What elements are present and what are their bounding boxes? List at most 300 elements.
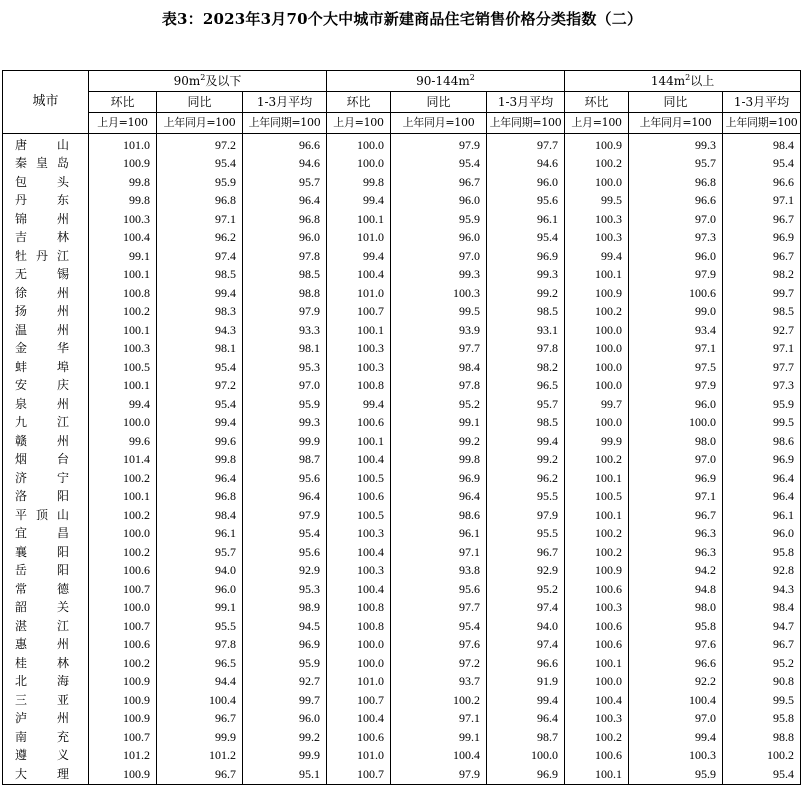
- index-value: 98.4: [723, 599, 801, 618]
- index-value: 96.8: [157, 488, 243, 507]
- index-value: 96.6: [243, 134, 327, 155]
- table-row: [3, 340, 801, 359]
- index-value: 100.9: [565, 562, 629, 581]
- index-value: 101.0: [327, 747, 391, 766]
- index-value: 92.9: [487, 562, 565, 581]
- index-value: 97.1: [391, 543, 487, 562]
- base-header: 上年同月=100: [629, 113, 723, 134]
- index-value: 100.0: [327, 654, 391, 673]
- city-name: [3, 451, 89, 470]
- city-name: [3, 617, 89, 636]
- index-value: 100.6: [327, 728, 391, 747]
- index-value: 100.8: [89, 284, 157, 303]
- index-value: 99.5: [723, 414, 801, 433]
- index-value: 97.4: [487, 636, 565, 655]
- sub-header: 同比: [629, 92, 723, 113]
- index-value: 100.1: [565, 469, 629, 488]
- index-value: 99.4: [565, 247, 629, 266]
- table-row: [3, 543, 801, 562]
- index-value: 101.4: [89, 451, 157, 470]
- index-value: 100.0: [565, 340, 629, 359]
- index-value: 100.5: [89, 358, 157, 377]
- city-name-text: 烟 台: [15, 452, 69, 467]
- index-value: 95.4: [723, 765, 801, 784]
- index-value: 94.6: [243, 155, 327, 174]
- index-value: 100.2: [565, 728, 629, 747]
- city-name: [3, 525, 89, 544]
- index-value: 100.2: [565, 525, 629, 544]
- city-name: [3, 543, 89, 562]
- city-name-text: 三 亚: [15, 692, 69, 707]
- city-name: [3, 284, 89, 303]
- index-value: 98.5: [723, 303, 801, 322]
- index-value: 96.0: [243, 229, 327, 248]
- index-value: 95.4: [391, 155, 487, 174]
- index-value: 100.4: [327, 710, 391, 729]
- city-name: [3, 728, 89, 747]
- index-value: 97.8: [243, 247, 327, 266]
- index-value: 100.3: [327, 358, 391, 377]
- city-name: [3, 377, 89, 396]
- index-value: 99.2: [391, 432, 487, 451]
- table-row: [3, 247, 801, 266]
- city-name-text: 九 江: [15, 415, 69, 430]
- index-value: 95.6: [391, 580, 487, 599]
- index-value: 94.5: [243, 617, 327, 636]
- city-name-text: 锦 州: [15, 211, 69, 226]
- index-value: 99.5: [723, 691, 801, 710]
- base-header: 上月=100: [327, 113, 391, 134]
- table-row: [3, 506, 801, 525]
- index-value: 100.6: [89, 562, 157, 581]
- index-value: 93.4: [629, 321, 723, 340]
- index-value: 96.0: [629, 247, 723, 266]
- index-value: 99.5: [391, 303, 487, 322]
- index-value: 97.2: [157, 377, 243, 396]
- index-value: 96.8: [157, 192, 243, 211]
- index-value: 98.3: [157, 303, 243, 322]
- table-row: [3, 617, 801, 636]
- index-value: 97.0: [629, 710, 723, 729]
- index-value: 98.2: [723, 266, 801, 285]
- index-value: 93.9: [391, 321, 487, 340]
- index-value: 101.2: [157, 747, 243, 766]
- index-value: 90.8: [723, 673, 801, 692]
- index-value: 99.4: [89, 395, 157, 414]
- group-header-small: $90m^2$及以下: [89, 71, 327, 92]
- index-value: 100.0: [565, 173, 629, 192]
- index-value: 96.3: [629, 543, 723, 562]
- city-name-text: 蚌 埠: [15, 359, 69, 374]
- index-value: 100.2: [89, 654, 157, 673]
- city-name-text: 北 海: [15, 674, 69, 689]
- index-value: 99.7: [565, 395, 629, 414]
- index-value: 95.8: [629, 617, 723, 636]
- index-value: 100.6: [565, 747, 629, 766]
- index-value: 99.1: [89, 247, 157, 266]
- city-name-text: 大 理: [15, 766, 69, 781]
- city-name-text: 惠 州: [15, 637, 69, 652]
- index-value: 99.0: [629, 303, 723, 322]
- index-value: 98.1: [243, 340, 327, 359]
- city-name: [3, 488, 89, 507]
- index-value: 96.6: [723, 173, 801, 192]
- index-value: 99.9: [243, 432, 327, 451]
- city-name-text: 洛 阳: [15, 489, 69, 504]
- index-value: 97.6: [391, 636, 487, 655]
- index-value: 98.1: [157, 340, 243, 359]
- index-value: 95.6: [243, 469, 327, 488]
- index-value: 99.3: [391, 266, 487, 285]
- index-value: 98.5: [243, 266, 327, 285]
- table-row: [3, 765, 801, 784]
- table-row: [3, 691, 801, 710]
- index-value: 97.7: [723, 358, 801, 377]
- index-value: 96.7: [157, 710, 243, 729]
- index-value: 100.7: [327, 765, 391, 784]
- index-value: 98.5: [487, 414, 565, 433]
- index-value: 92.7: [723, 321, 801, 340]
- index-value: 100.3: [89, 340, 157, 359]
- index-value: 100.2: [391, 691, 487, 710]
- city-name-text: 常 德: [15, 581, 69, 596]
- city-name-text: 吉 林: [15, 230, 69, 245]
- index-value: 97.0: [629, 451, 723, 470]
- index-value: 97.5: [629, 358, 723, 377]
- city-name-text: 平 顶 山: [15, 507, 69, 522]
- index-value: 95.8: [723, 543, 801, 562]
- index-value: 96.7: [487, 543, 565, 562]
- table-row: [3, 747, 801, 766]
- index-value: 100.0: [89, 525, 157, 544]
- index-value: 96.6: [629, 192, 723, 211]
- city-name: [3, 599, 89, 618]
- index-value: 99.1: [157, 599, 243, 618]
- group-header-medium: $90-144m^2$: [327, 71, 565, 92]
- table-title: 表3：2023年3月70个大中城市新建商品住宅销售价格分类指数（二）: [161, 10, 643, 28]
- table-row: [3, 210, 801, 229]
- index-value: 96.0: [391, 192, 487, 211]
- sub-header: 环比: [565, 92, 629, 113]
- index-value: 99.4: [327, 395, 391, 414]
- index-value: 100.4: [157, 691, 243, 710]
- city-name: [3, 321, 89, 340]
- index-value: 96.6: [487, 654, 565, 673]
- city-name: [3, 432, 89, 451]
- city-name: [3, 710, 89, 729]
- index-value: 97.1: [629, 340, 723, 359]
- index-value: 99.7: [243, 691, 327, 710]
- index-value: 99.1: [391, 414, 487, 433]
- city-name: [3, 395, 89, 414]
- index-value: 100.2: [565, 303, 629, 322]
- index-value: 95.9: [243, 395, 327, 414]
- index-value: 97.8: [487, 340, 565, 359]
- city-name-text: 安 庆: [15, 378, 69, 393]
- index-value: 97.1: [723, 192, 801, 211]
- city-name-text: 丹 东: [15, 193, 69, 208]
- index-value: 100.3: [327, 340, 391, 359]
- index-value: 96.0: [723, 525, 801, 544]
- index-value: 96.4: [243, 192, 327, 211]
- index-value: 100.2: [565, 155, 629, 174]
- index-value: 100.0: [327, 636, 391, 655]
- index-value: 100.9: [89, 673, 157, 692]
- index-value: 98.7: [487, 728, 565, 747]
- index-value: 100.0: [565, 358, 629, 377]
- index-value: 99.4: [157, 414, 243, 433]
- index-value: 100.4: [629, 691, 723, 710]
- table-row: [3, 134, 801, 155]
- index-value: 100.6: [565, 580, 629, 599]
- index-value: 93.1: [487, 321, 565, 340]
- index-value: 95.3: [243, 580, 327, 599]
- index-value: 95.9: [391, 210, 487, 229]
- index-value: 96.4: [391, 488, 487, 507]
- index-value: 96.4: [157, 469, 243, 488]
- index-value: 93.8: [391, 562, 487, 581]
- index-value: 92.9: [243, 562, 327, 581]
- city-name: [3, 765, 89, 784]
- index-value: 100.1: [89, 321, 157, 340]
- table-row: [3, 303, 801, 322]
- index-value: 97.8: [391, 377, 487, 396]
- city-name-text: 宜 昌: [15, 526, 69, 541]
- index-value: 96.0: [391, 229, 487, 248]
- index-value: 100.4: [327, 580, 391, 599]
- index-value: 100.1: [89, 377, 157, 396]
- index-value: 94.3: [157, 321, 243, 340]
- index-value: 95.1: [243, 765, 327, 784]
- index-value: 99.2: [487, 451, 565, 470]
- index-value: 96.3: [629, 525, 723, 544]
- index-value: 96.9: [629, 469, 723, 488]
- index-value: 96.9: [487, 765, 565, 784]
- index-value: 100.3: [89, 210, 157, 229]
- base-header: 上月=100: [89, 113, 157, 134]
- index-value: 100.1: [89, 266, 157, 285]
- index-value: 97.1: [391, 710, 487, 729]
- index-value: 96.9: [243, 636, 327, 655]
- index-value: 95.2: [487, 580, 565, 599]
- index-value: 99.4: [629, 728, 723, 747]
- table-row: [3, 673, 801, 692]
- index-value: 99.2: [487, 284, 565, 303]
- sub-header: 环比: [327, 92, 391, 113]
- index-value: 97.9: [629, 377, 723, 396]
- index-value: 97.9: [391, 134, 487, 155]
- city-name: [3, 414, 89, 433]
- table-row: [3, 636, 801, 655]
- index-value: 99.4: [487, 432, 565, 451]
- index-value: 94.0: [157, 562, 243, 581]
- index-value: 94.8: [629, 580, 723, 599]
- base-header: 上月=100: [565, 113, 629, 134]
- index-value: 99.3: [487, 266, 565, 285]
- index-value: 96.8: [629, 173, 723, 192]
- index-value: 96.9: [487, 247, 565, 266]
- index-value: 99.6: [89, 432, 157, 451]
- city-name-text: 岳 阳: [15, 563, 69, 578]
- index-value: 95.7: [157, 543, 243, 562]
- table-row: [3, 229, 801, 248]
- index-value: 97.9: [629, 266, 723, 285]
- index-value: 97.4: [487, 599, 565, 618]
- index-value: 98.5: [157, 266, 243, 285]
- index-value: 97.7: [391, 340, 487, 359]
- city-name-text: 扬 州: [15, 304, 69, 319]
- index-value: 100.3: [327, 525, 391, 544]
- index-value: 100.1: [565, 266, 629, 285]
- index-value: 100.3: [391, 284, 487, 303]
- index-value: 100.3: [565, 599, 629, 618]
- index-value: 98.0: [629, 599, 723, 618]
- index-value: 100.0: [565, 414, 629, 433]
- sub-header: 同比: [391, 92, 487, 113]
- city-name: [3, 247, 89, 266]
- index-value: 100.0: [487, 747, 565, 766]
- city-name-text: 泉 州: [15, 396, 69, 411]
- city-name: [3, 303, 89, 322]
- index-value: 100.0: [629, 414, 723, 433]
- city-name-text: 济 宁: [15, 470, 69, 485]
- index-value: 95.4: [157, 358, 243, 377]
- index-value: 97.1: [629, 488, 723, 507]
- index-value: 101.2: [89, 747, 157, 766]
- index-value: 100.5: [327, 506, 391, 525]
- index-value: 95.9: [243, 654, 327, 673]
- index-value: 95.4: [487, 229, 565, 248]
- index-value: 99.4: [157, 284, 243, 303]
- index-value: 99.3: [243, 414, 327, 433]
- index-value: 99.8: [157, 451, 243, 470]
- index-value: 100.7: [327, 303, 391, 322]
- table-row: [3, 599, 801, 618]
- index-value: 100.7: [89, 580, 157, 599]
- index-value: 96.7: [629, 506, 723, 525]
- index-value: 96.5: [487, 377, 565, 396]
- index-value: 97.3: [629, 229, 723, 248]
- index-value: 100.7: [89, 728, 157, 747]
- index-value: 101.0: [327, 229, 391, 248]
- index-value: 100.2: [89, 303, 157, 322]
- index-value: 98.4: [723, 134, 801, 155]
- index-value: 96.4: [723, 469, 801, 488]
- table-row: [3, 192, 801, 211]
- city-name-text: 遵 义: [15, 748, 69, 763]
- index-value: 100.4: [89, 229, 157, 248]
- index-value: 99.5: [565, 192, 629, 211]
- table-row: [3, 284, 801, 303]
- index-value: 95.6: [487, 192, 565, 211]
- index-value: 100.0: [89, 414, 157, 433]
- city-name-text: 桂 林: [15, 655, 69, 670]
- index-value: 97.2: [157, 134, 243, 155]
- index-value: 92.8: [723, 562, 801, 581]
- index-value: 96.4: [487, 710, 565, 729]
- index-value: 99.8: [327, 173, 391, 192]
- index-value: 100.0: [565, 321, 629, 340]
- index-value: 100.3: [327, 562, 391, 581]
- table-row: [3, 654, 801, 673]
- index-value: 100.7: [327, 691, 391, 710]
- city-name-text: 泸 州: [15, 711, 69, 726]
- index-value: 100.3: [565, 229, 629, 248]
- index-value: 100.0: [89, 599, 157, 618]
- city-name: [3, 192, 89, 211]
- index-value: 100.8: [327, 617, 391, 636]
- city-column-header: 城市: [3, 71, 89, 134]
- index-value: 94.7: [723, 617, 801, 636]
- index-value: 99.9: [157, 728, 243, 747]
- index-value: 95.9: [157, 173, 243, 192]
- index-value: 96.1: [157, 525, 243, 544]
- index-value: 95.5: [487, 525, 565, 544]
- index-value: 97.0: [391, 247, 487, 266]
- index-value: 97.7: [487, 134, 565, 155]
- city-name: [3, 340, 89, 359]
- index-value: 100.2: [565, 451, 629, 470]
- index-value: 100.3: [629, 747, 723, 766]
- index-value: 100.4: [391, 747, 487, 766]
- index-value: 95.3: [243, 358, 327, 377]
- index-value: 94.6: [487, 155, 565, 174]
- index-value: 96.9: [723, 229, 801, 248]
- index-value: 101.0: [89, 134, 157, 155]
- index-value: 100.9: [565, 134, 629, 155]
- index-value: 100.9: [89, 155, 157, 174]
- table-row: [3, 377, 801, 396]
- index-value: 97.1: [157, 210, 243, 229]
- base-header: 上年同期=100: [723, 113, 801, 134]
- index-value: 95.9: [629, 765, 723, 784]
- table-row: [3, 395, 801, 414]
- index-value: 96.7: [723, 210, 801, 229]
- table-row: [3, 266, 801, 285]
- index-value: 99.4: [327, 192, 391, 211]
- table-row: [3, 432, 801, 451]
- table-row: [3, 488, 801, 507]
- index-value: 98.6: [391, 506, 487, 525]
- city-name-text: 牡 丹 江: [15, 248, 69, 263]
- index-value: 98.8: [243, 284, 327, 303]
- city-name-text: 秦 皇 岛: [15, 156, 69, 171]
- index-value: 96.0: [629, 395, 723, 414]
- index-value: 98.5: [487, 303, 565, 322]
- city-name-text: 南 充: [15, 729, 69, 744]
- index-value: 96.1: [723, 506, 801, 525]
- base-header: 上年同期=100: [487, 113, 565, 134]
- index-value: 100.4: [565, 691, 629, 710]
- index-value: 96.6: [629, 654, 723, 673]
- index-value: 100.2: [565, 543, 629, 562]
- table-row: [3, 414, 801, 433]
- index-value: 96.1: [391, 525, 487, 544]
- sub-header: 同比: [157, 92, 243, 113]
- city-name-text: 温 州: [15, 322, 69, 337]
- index-value: 100.1: [327, 210, 391, 229]
- index-value: 96.0: [487, 173, 565, 192]
- index-value: 100.6: [89, 636, 157, 655]
- index-value: 93.7: [391, 673, 487, 692]
- city-name: [3, 506, 89, 525]
- index-value: 92.2: [629, 673, 723, 692]
- city-name: [3, 266, 89, 285]
- table-row: [3, 525, 801, 544]
- index-value: 95.6: [243, 543, 327, 562]
- table-row: [3, 321, 801, 340]
- index-value: 95.4: [157, 395, 243, 414]
